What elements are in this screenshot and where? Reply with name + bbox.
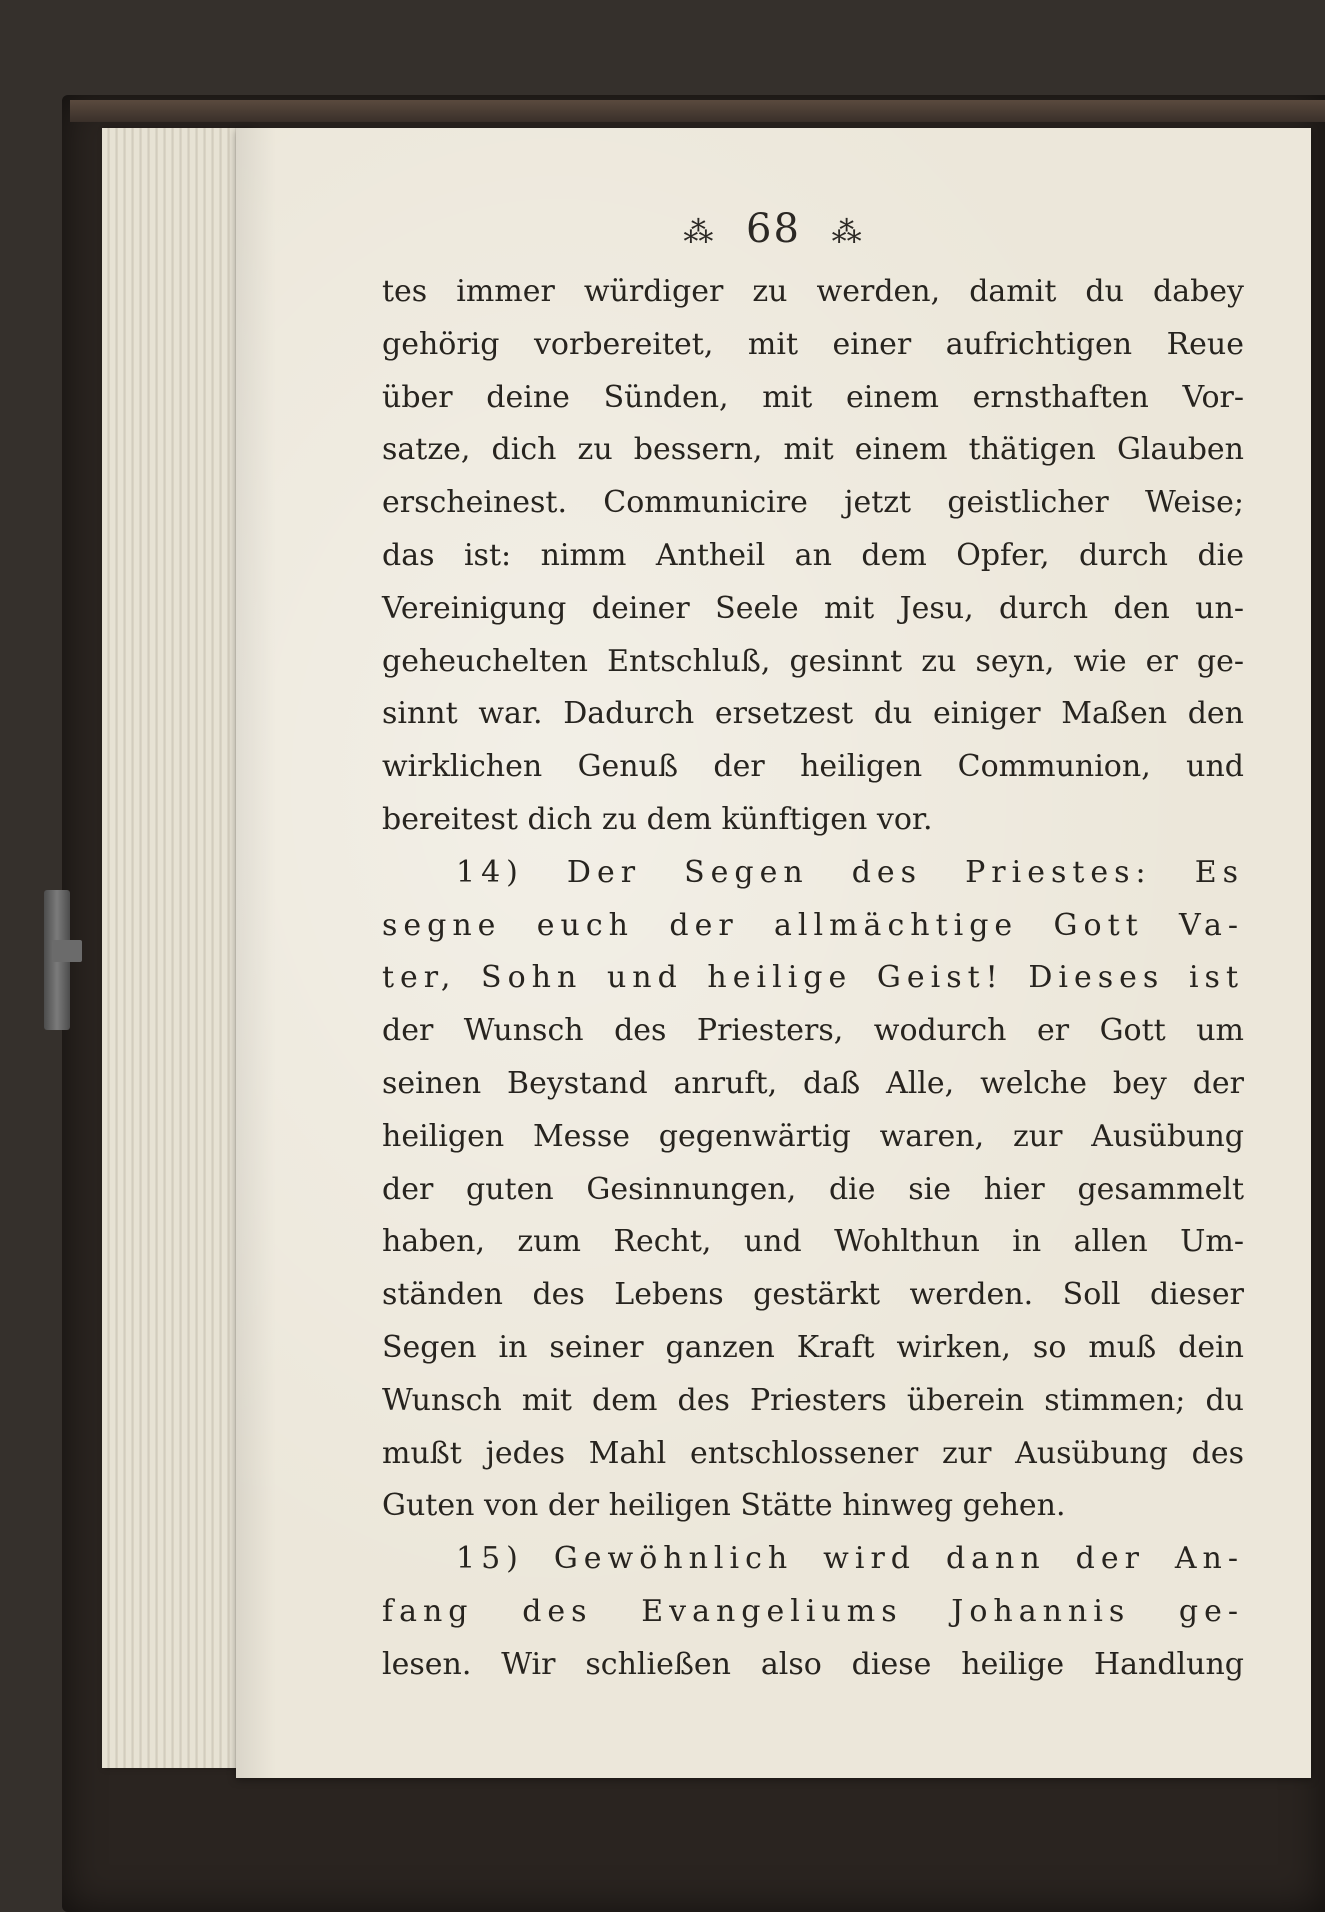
- text-line: bereitest dich zu dem künftigen vor.: [382, 801, 933, 837]
- page-text: [382, 266, 1244, 1692]
- text-line: wirklichen Genuß der heiligen Communion, und: [382, 749, 1244, 785]
- text-line: der Wunsch des Priesters, wodurch er Gott um: [382, 1013, 1244, 1049]
- text-line: Guten von der heiligen Stätte hinweg gehen.: [382, 1488, 1066, 1524]
- text-line: heiligen Messe gegenwärtig waren, zur Ausübung: [382, 1118, 1244, 1154]
- text-line: haben, zum Recht, und Wohlthun in allen Um-: [382, 1224, 1244, 1260]
- text-line: 15) Gewöhnlich wird dann der An-: [456, 1541, 1244, 1577]
- book-clasp-bar: [52, 940, 82, 962]
- book-page: [236, 128, 1311, 1778]
- text-line: gehörig vorbereitet, mit einer aufrichtigen Reue: [382, 326, 1244, 362]
- text-line: erscheinest. Communicire jetzt geistlicher Weise;: [382, 485, 1244, 521]
- text-line: segne euch der allmächtige Gott Va-: [382, 907, 1244, 943]
- text-line: Wunsch mit dem des Priesters überein stimmen; du: [382, 1382, 1244, 1418]
- text-line: 14) Der Segen des Priestes: Es: [456, 854, 1244, 890]
- text-line: lesen. Wir schließen also diese heilige Handlung: [382, 1646, 1244, 1682]
- text-line: geheuchelten Entschluß, gesinnt zu seyn, wie er ge-: [382, 643, 1244, 679]
- text-line: sinnt war. Dadurch ersetzest du einiger Maßen den: [382, 696, 1244, 732]
- page-number: 68: [746, 206, 801, 252]
- page-stack-edges: [102, 128, 252, 1768]
- ornament-right-icon: ⁂: [831, 215, 864, 250]
- text-line: Segen in seiner ganzen Kraft wirken, so muß dein: [382, 1329, 1244, 1365]
- text-line: fang des Evangeliums Johannis ge-: [382, 1593, 1244, 1629]
- text-line: mußt jedes Mahl entschlossener zur Ausübung des: [382, 1435, 1244, 1471]
- text-line: ständen des Lebens gestärkt werden. Soll dieser: [382, 1277, 1244, 1313]
- ornament-left-icon: ⁂: [683, 215, 716, 250]
- text-line: ter, Sohn und heilige Geist! Dieses ist: [382, 960, 1244, 996]
- text-line: seinen Beystand anruft, daß Alle, welche bey der: [382, 1065, 1244, 1101]
- text-line: tes immer würdiger zu werden, damit du dabey: [382, 274, 1244, 309]
- text-line: das ist: nimm Antheil an dem Opfer, durch die: [382, 537, 1244, 573]
- text-line: Vereinigung deiner Seele mit Jesu, durch den un-: [382, 590, 1244, 626]
- text-line: der guten Gesinnungen, die sie hier gesammelt: [382, 1171, 1244, 1207]
- page-header: [236, 206, 1311, 252]
- text-line: über deine Sünden, mit einem ernsthaften Vor-: [382, 379, 1244, 415]
- text-line: satze, dich zu bessern, mit einem thätigen Glauben: [382, 432, 1244, 468]
- book-cover-edge: [70, 100, 1325, 122]
